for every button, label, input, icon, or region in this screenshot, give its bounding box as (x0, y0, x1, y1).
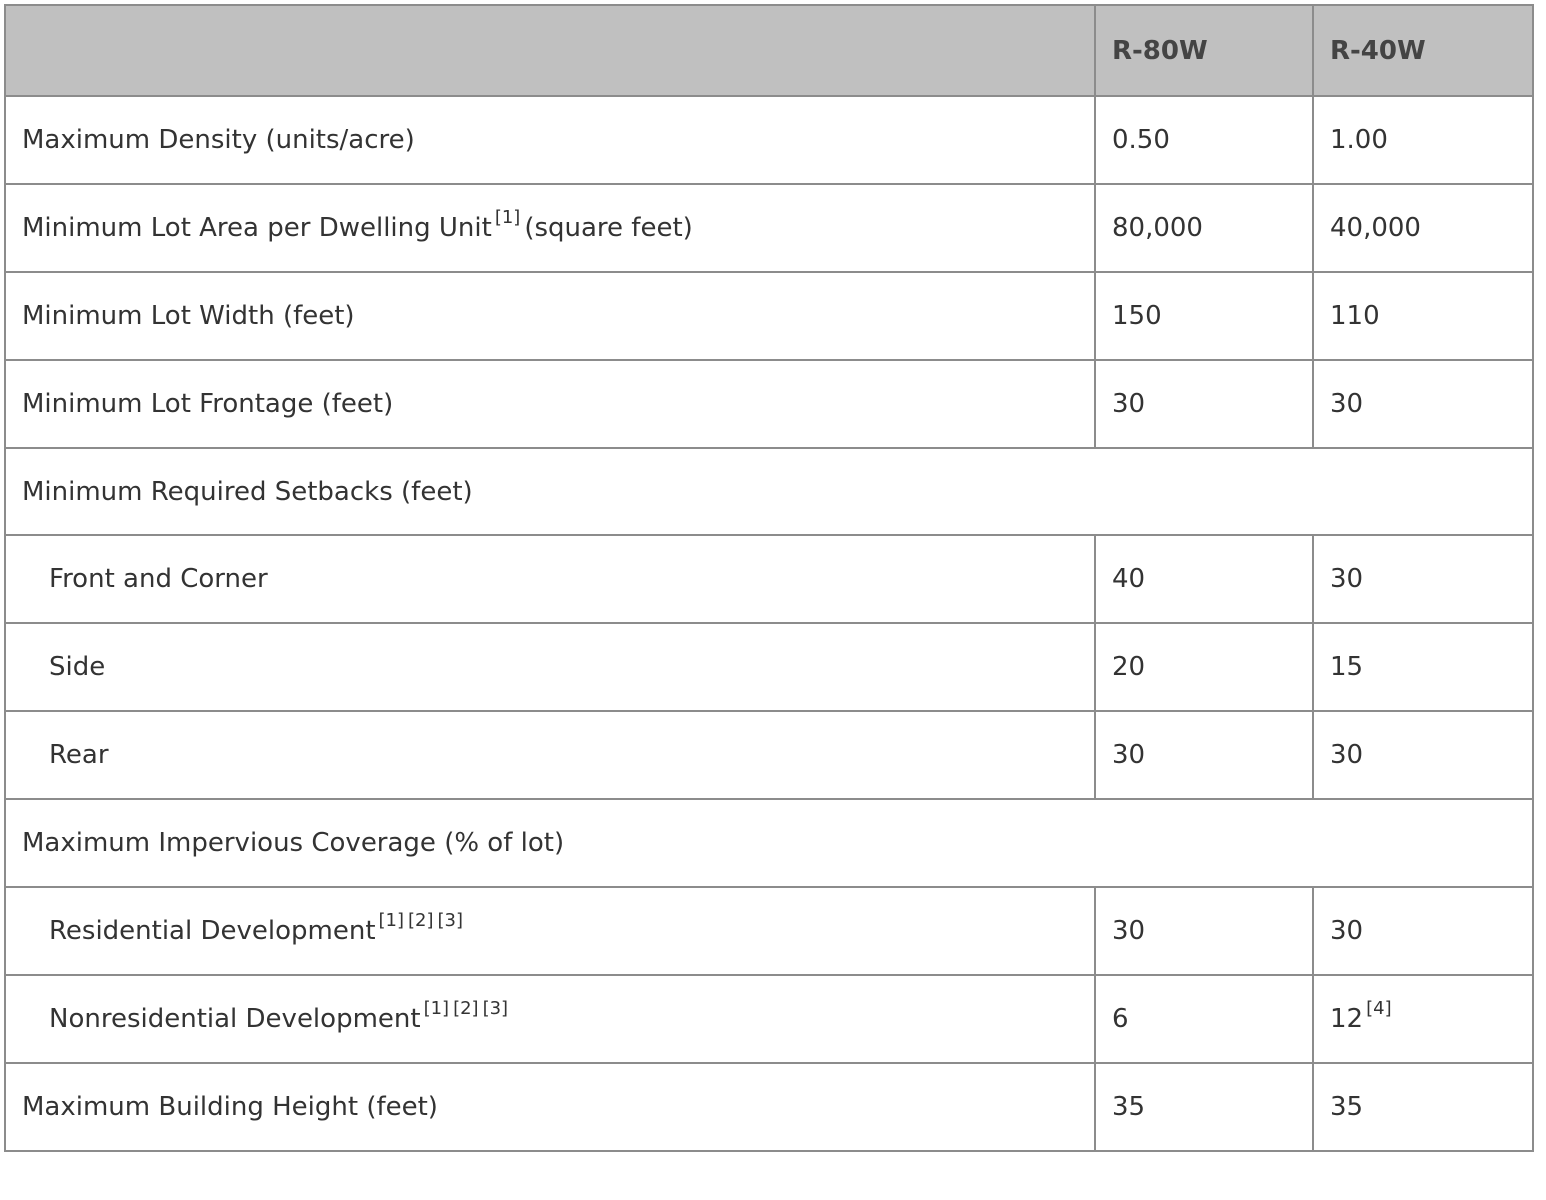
row-value-r40w: 30 (1313, 887, 1533, 975)
row-value-r40w: 30 (1313, 535, 1533, 623)
row-label: Residential Development (49, 915, 376, 946)
row-label: Maximum Density (units/acre) (5, 96, 1095, 184)
footnote-ref[interactable]: [1] (378, 909, 405, 931)
table-row (5, 272, 1533, 360)
row-value-r80w: 20 (1095, 623, 1313, 711)
table-row (5, 184, 1533, 272)
header-r40w: R-40W (1313, 5, 1533, 96)
footnote-ref[interactable]: [1] (423, 997, 450, 1019)
row-label: Side (5, 623, 1095, 711)
section-label: Minimum Required Setbacks (feet) (5, 448, 1533, 536)
row-value-r80w: 30 (1095, 360, 1313, 448)
table-row (5, 535, 1533, 623)
row-value-r40w: 35 (1313, 1063, 1533, 1151)
row-label-cell (5, 975, 1095, 1063)
row-value-r40w: 12 (1330, 1003, 1364, 1034)
row-value-r40w: 110 (1313, 272, 1533, 360)
row-value-r40w: 15 (1313, 623, 1533, 711)
table-section-row (5, 448, 1533, 536)
footnote-ref[interactable]: [3] (437, 909, 464, 931)
row-value-r40w: 40,000 (1313, 184, 1533, 272)
row-label: Maximum Building Height (feet) (5, 1063, 1095, 1151)
row-label-suffix: (square feet) (524, 212, 693, 243)
row-label: Nonresidential Development (49, 1003, 421, 1034)
row-label-cell (5, 184, 1095, 272)
header-r80w: R-80W (1095, 5, 1313, 96)
row-value-r80w: 35 (1095, 1063, 1313, 1151)
table-row (5, 711, 1533, 799)
footnote-ref[interactable]: [4] (1366, 997, 1392, 1019)
dimensional-standards-table (4, 4, 1534, 1152)
table-row (5, 887, 1533, 975)
row-value-r40w: 1.00 (1313, 96, 1533, 184)
row-value-r80w: 150 (1095, 272, 1313, 360)
row-label: Rear (5, 711, 1095, 799)
footnote-ref[interactable]: [3] (482, 997, 509, 1019)
row-value-r80w: 80,000 (1095, 184, 1313, 272)
row-value-r40w-cell (1313, 975, 1533, 1063)
row-value-r80w: 40 (1095, 535, 1313, 623)
header-label-cell (5, 5, 1095, 96)
footnote-ref[interactable]: [2] (408, 909, 434, 931)
row-value-r40w: 30 (1313, 711, 1533, 799)
table-row (5, 360, 1533, 448)
row-label: Front and Corner (5, 535, 1095, 623)
row-label: Minimum Lot Frontage (feet) (5, 360, 1095, 448)
row-value-r40w: 30 (1313, 360, 1533, 448)
table-section-row (5, 799, 1533, 887)
row-value-r80w: 30 (1095, 887, 1313, 975)
dimensional-standards-table-container (4, 4, 1534, 1152)
footnote-ref[interactable]: [1] (494, 206, 521, 228)
row-label-cell (5, 887, 1095, 975)
row-label: Minimum Lot Area per Dwelling Unit (22, 212, 492, 243)
row-value-r80w: 6 (1095, 975, 1313, 1063)
table-row (5, 1063, 1533, 1151)
row-label: Minimum Lot Width (feet) (5, 272, 1095, 360)
table-row (5, 623, 1533, 711)
table-row (5, 975, 1533, 1063)
row-value-r80w: 0.50 (1095, 96, 1313, 184)
footnote-ref[interactable]: [2] (453, 997, 479, 1019)
table-row (5, 96, 1533, 184)
table-header-row (5, 5, 1533, 96)
section-label: Maximum Impervious Coverage (% of lot) (5, 799, 1533, 887)
row-value-r80w: 30 (1095, 711, 1313, 799)
